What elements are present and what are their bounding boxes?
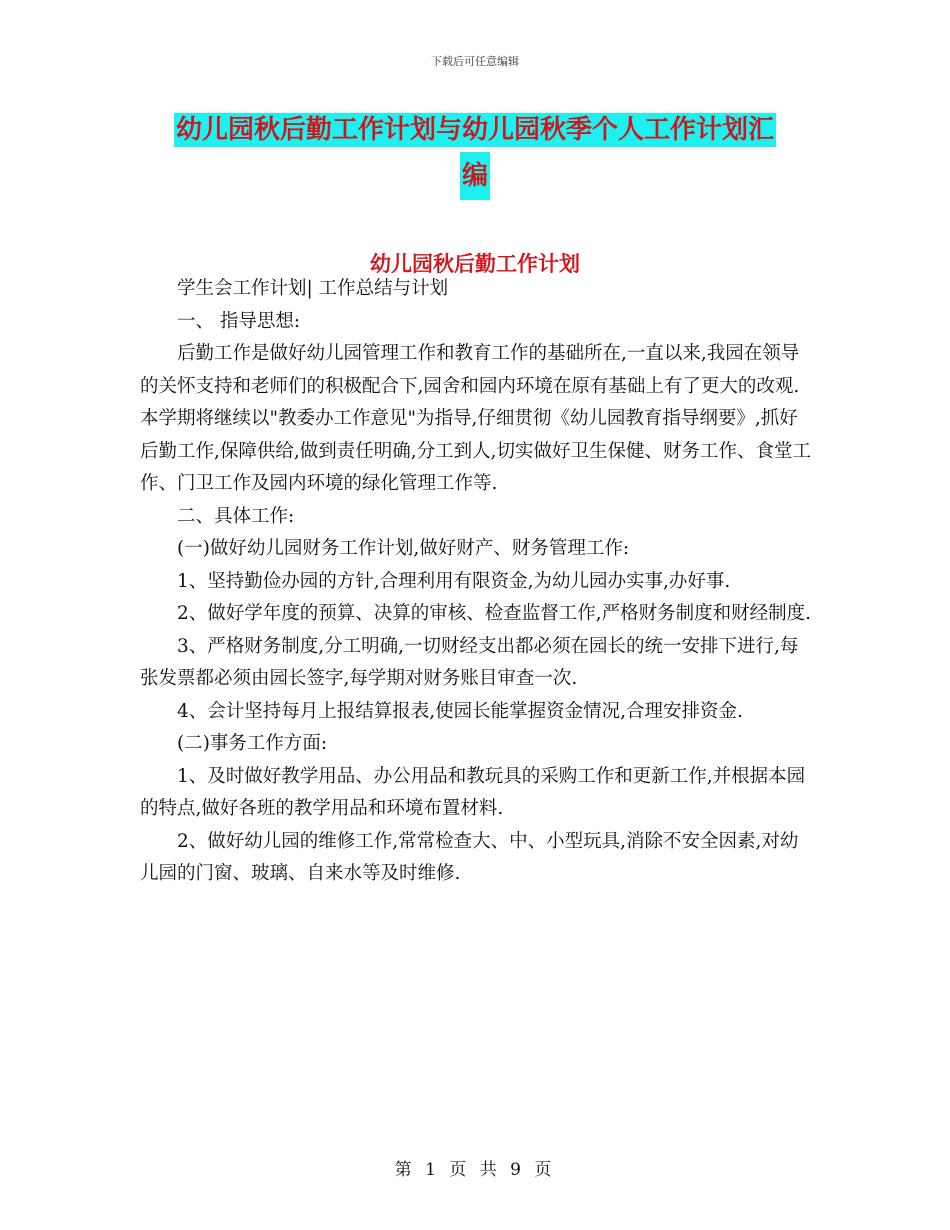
paragraph: 后勤工作是做好幼儿园管理工作和教育工作的基础所在,一直以来,我园在领导的关怀支持和老师们的积极配合下,园舍和园内环境在原有基础上有了更大的改观.本学期将继续以"教委办工作意见"为指导,仔细贯彻《幼儿园教育指导纲要》,抓好后勤工作,保障供给,做到责任明确,分工到人,切实做好卫生保健、财务工作、食堂工作、门卫工作及园内环境的绿化管理工作等. bbox=[140, 343, 812, 494]
document-title bbox=[0, 108, 950, 200]
paragraph: 2、做好幼儿园的维修工作,常常检查大、中、小型玩具,消除不安全因素,对幼儿园的门窗、玻璃、自来水等及时维修. bbox=[140, 830, 799, 884]
document-body bbox=[140, 273, 815, 891]
paragraph-heading-2: 二、具体工作: bbox=[177, 505, 295, 527]
paragraph: 1、及时做好教学用品、办公用品和教玩具的采购工作和更新工作,并根据本园的特点,做好各班的教学用品和环境布置材料. bbox=[140, 765, 806, 819]
document-title-line2: 编 bbox=[460, 152, 490, 200]
paragraph: 4、会计坚持每月上报结算报表,使园长能掌握资金情况,合理安排资金. bbox=[177, 700, 743, 722]
paragraph-subtitle: 学生会工作计划| 工作总结与计划 bbox=[177, 278, 449, 299]
document-title-line1: 幼儿园秋后勤工作计划与幼儿园秋季个人工作计划汇 bbox=[175, 115, 774, 145]
page-number: 第 1 页 共 9 页 bbox=[394, 1160, 556, 1180]
paragraph: 3、严格财务制度,分工明确,一切财经支出都必须在园长的统一安排下进行,每张发票都必须由园长签字,每学期对财务账目审查一次. bbox=[140, 635, 799, 689]
paragraph: 1、坚持勤俭办园的方针,合理利用有限资金,为幼儿园办实事,办好事. bbox=[177, 570, 731, 592]
paragraph: 2、做好学年度的预算、决算的审核、检查监督工作,严格财务制度和财经制度. bbox=[177, 603, 812, 624]
paragraph-subheading: (二)事务工作方面: bbox=[177, 733, 328, 754]
section-title: 幼儿园秋后勤工作计划 bbox=[370, 252, 580, 276]
paragraph-subheading: (一)做好幼儿园财务工作计划,做好财产、财务管理工作: bbox=[177, 538, 630, 559]
header-note: 下载后可任意编辑 bbox=[431, 55, 519, 68]
paragraph-heading-1: 一、 指导思想: bbox=[177, 310, 301, 332]
